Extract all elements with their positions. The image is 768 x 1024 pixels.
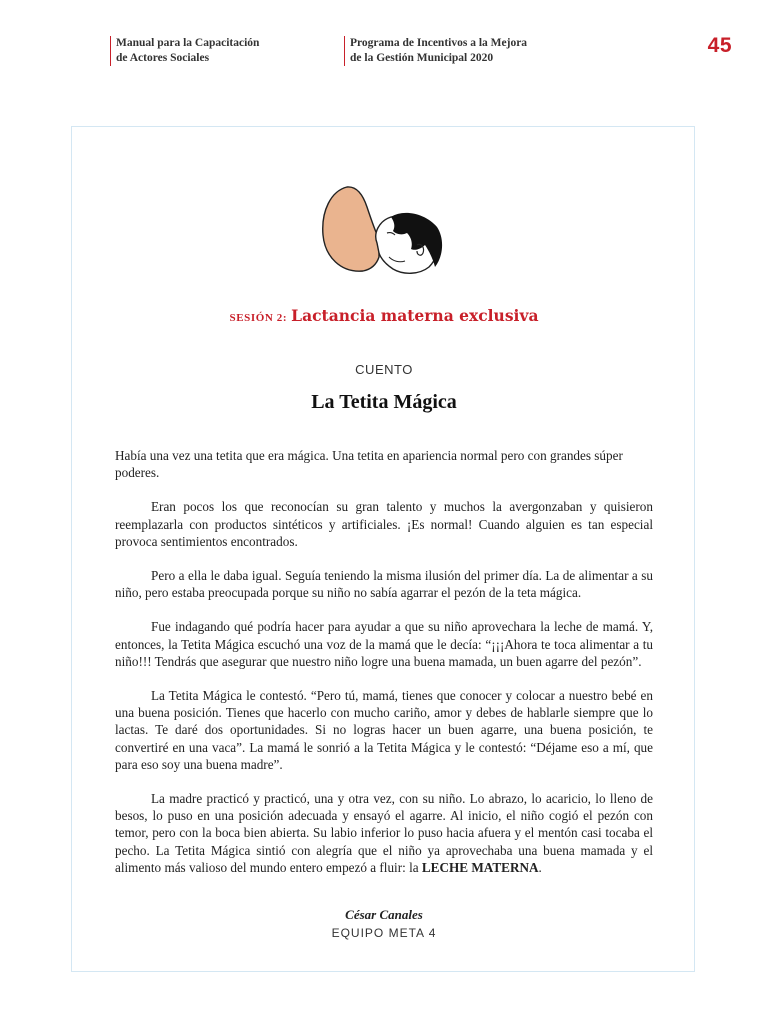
story-paragraph-2: Eran pocos los que reconocían su gran talento y muchos la avergonzaban y quisieron reemplazarla con productos sintéticos y artificiales. ¡Es normal! Cuando alguien es tan especial provoca sentimientos encontrados.: [115, 499, 653, 549]
header-left-line2: de Actores Sociales: [116, 52, 210, 64]
story-title: La Tetita Mágica: [311, 391, 457, 413]
story-paragraph-6-end: .: [538, 859, 542, 875]
header-left-line1: Manual para la Capacitación: [116, 37, 260, 49]
story-paragraph-3: Pero a ella le daba igual. Seguía teniendo la misma ilusión del primer día. La de alimentar a su niño, pero estaba preocupada porque su niño no sabía agarrar el pezón de la teta mágica.: [115, 568, 653, 601]
breast-shape: [323, 187, 379, 271]
page-number: 45: [707, 34, 732, 57]
session-prefix: SESIÓN 2:: [229, 312, 288, 324]
header-right-line1: Programa de Incentivos a la Mejora: [350, 37, 528, 49]
story-body: [115, 447, 653, 876]
header-left: [110, 36, 259, 66]
author-team: EQUIPO META 4: [331, 926, 437, 940]
breastfeeding-baby-illustration: [317, 183, 452, 278]
header-right-line2: de la Gestión Municipal 2020: [350, 52, 494, 64]
story-paragraph-6: [115, 790, 653, 876]
header-right: [344, 36, 527, 66]
leche-materna-emphasis: LECHE MATERNA: [421, 859, 539, 875]
story-paragraph-1: Había una vez una tetita que era mágica. Una tetita en apariencia normal pero con grandes súper poderes.: [115, 448, 623, 481]
session-title: Lactancia materna exclusiva: [291, 306, 539, 325]
story-paragraph-4: Fue indagando qué podría hacer para ayudar a que su niño aprovechara la leche de mamá. Y, entonces, la Tetita Mágica escuchó una voz de la mamá que le decía: “¡¡¡Ahora te toca alimentar a tu niño!!! Tendrás que asegurar que nuestro niño logre una buena mamada, un buen agarre del pezón”.: [115, 619, 653, 669]
session-heading: [0, 306, 768, 326]
story-tag: CUENTO: [355, 362, 413, 377]
story-paragraph-6-text: La madre practicó y practicó, una y otra vez, con su niño. Lo abrazo, lo acaricio, lo lleno de besos, lo puso en una posición adecuada y ensayó el agarre. Al inicio, el niño cogió el pezón con temor, pero con la boca bien abierta. Su labio inferior lo puso hacia afuera y el mentón casi tocaba el pecho. La Tetita Mágica sintió con alegría que el niño ya aprovechaba una buena mamada y el alimento más valioso del mundo entero empezó a fluir: la: [115, 791, 653, 875]
story-paragraph-5: La Tetita Mágica le contestó. “Pero tú, mamá, tienes que conocer y colocar a nuestro bebé en una buena posición. Tienes que hacerlo con mucho cariño, amor y debes de hablarle siempre que lo lactas. Te daré dos oportunidades. Si no logras hacer un buen agarre, una buena posición, te convertiré en una vaca”. La mamá le sonrió a la Tetita Mágica y le contestó: “Déjame eso a mí, que para eso soy una buena madre”.: [115, 688, 653, 772]
author-name: César Canales: [345, 907, 423, 922]
